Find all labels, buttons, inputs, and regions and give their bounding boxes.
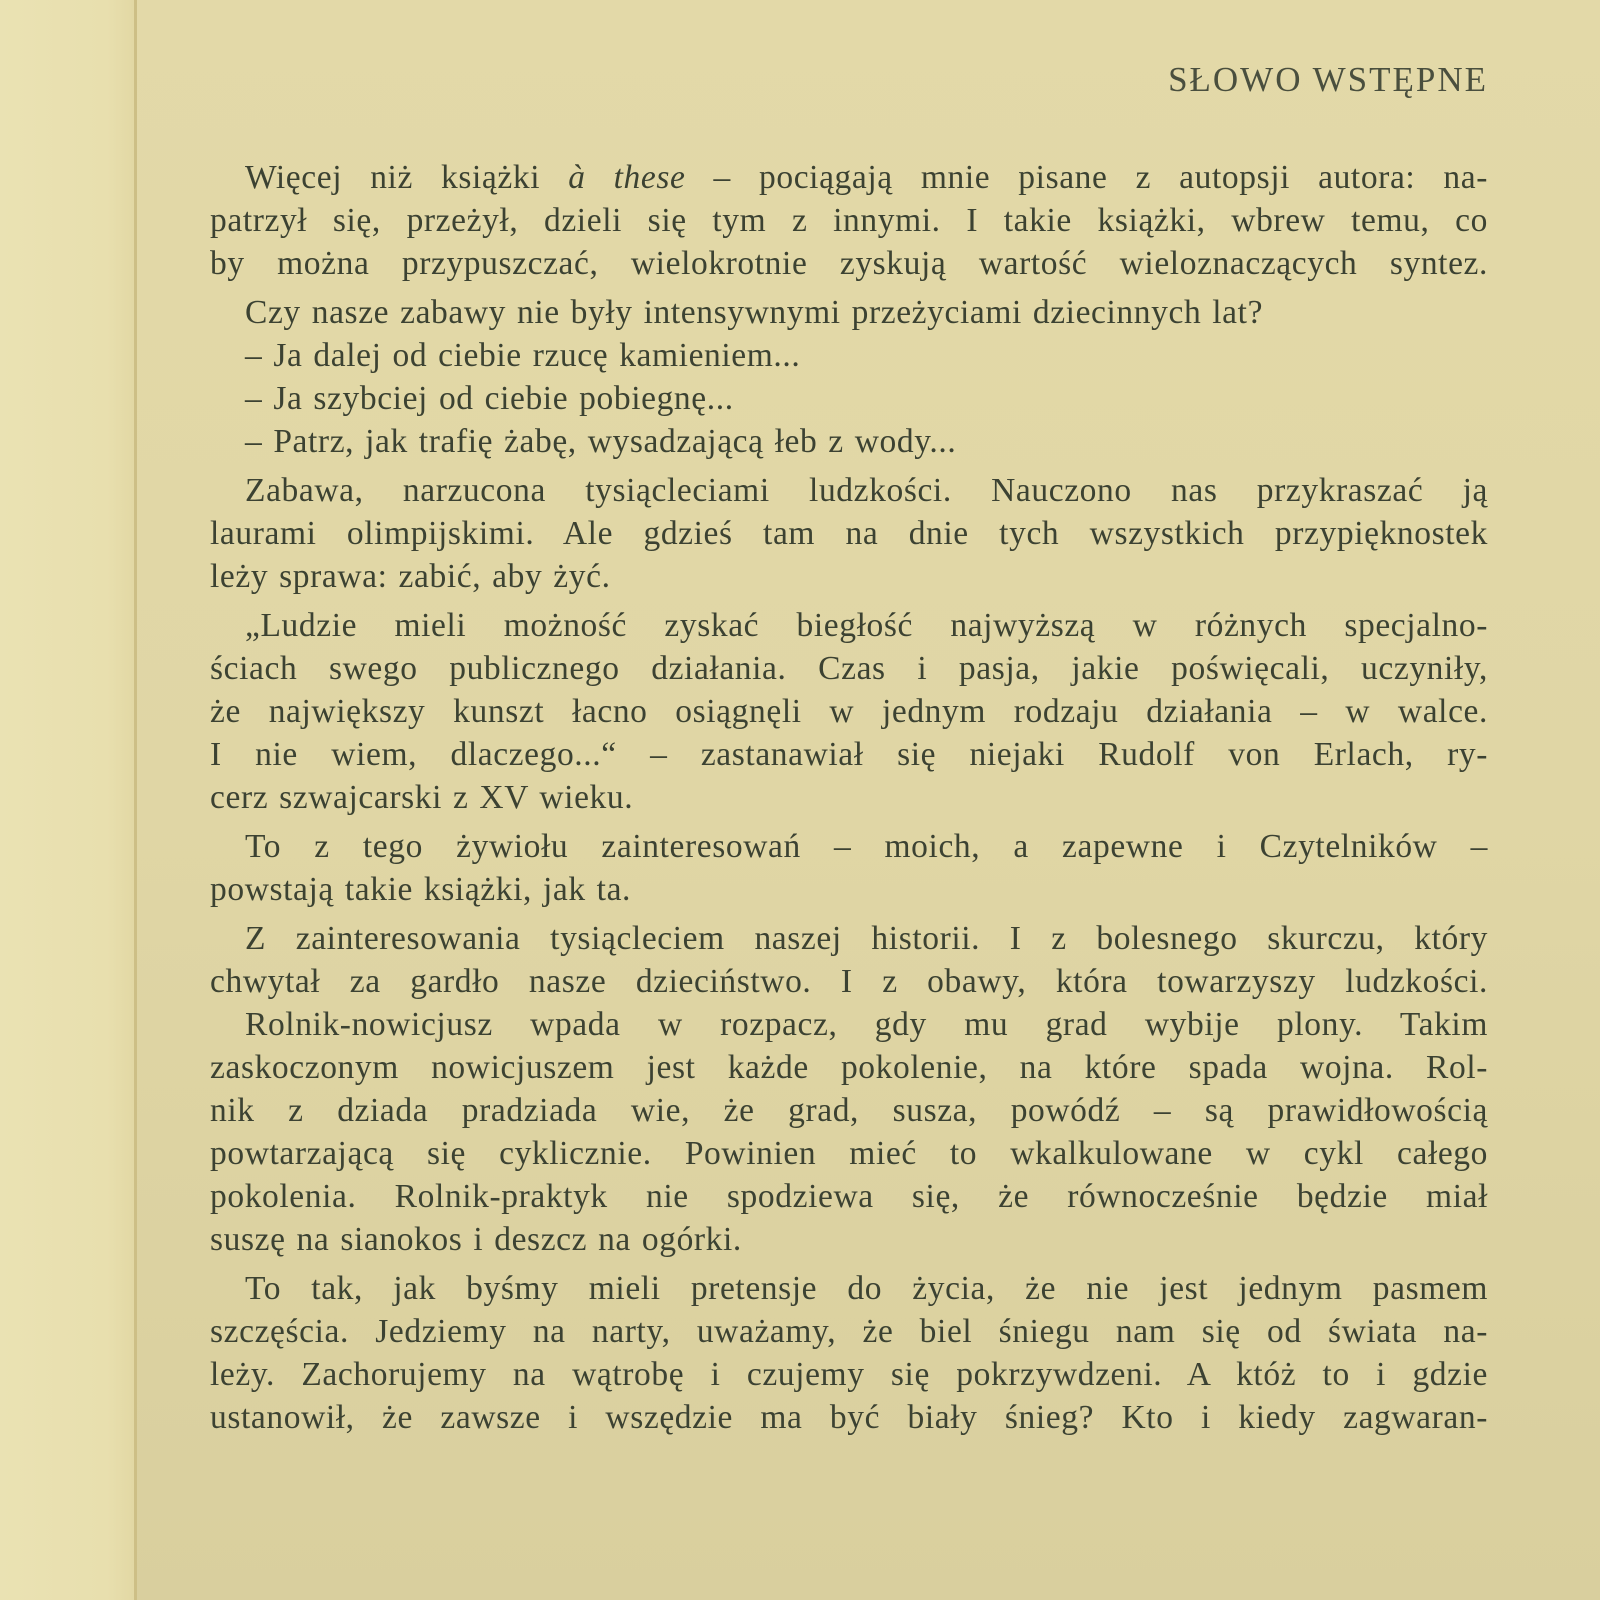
text-line: że największy kunszt łacno osiągnęli w jednym rodzaju działania – w walce.: [210, 693, 1488, 730]
paragraph: [210, 825, 1488, 911]
text-line: nik z dziada pradziada wie, że grad, susza, powódź – są prawidłowością: [210, 1092, 1488, 1129]
dialogue-line: – Patrz, jak trafię żabę, wysadzającą łeb z wody...: [245, 423, 957, 460]
text-line: Czy nasze zabawy nie były intensywnymi przeżyciami dziecinnych lat?: [245, 294, 1264, 331]
text-line: Więcej niż książki à these – pociągają mnie pisane z autopsji autora: na-: [245, 159, 1488, 196]
text-line: suszę na sianokos i deszcz na ogórki.: [210, 1221, 742, 1258]
text-line: To z tego żywiołu zainteresowań – moich, a zapewne i Czytelników –: [245, 828, 1488, 865]
text-line: cerz szwajcarski z XV wieku.: [210, 779, 634, 816]
body-text: [210, 156, 1488, 1439]
paragraph: [210, 1003, 1488, 1261]
text-line: powtarzającą się cyklicznie. Powinien mieć to wkalkulowane w cykl całego: [210, 1135, 1488, 1172]
text-line: „Ludzie mieli możność zyskać biegłość najwyższą w różnych specjalno-: [245, 607, 1488, 644]
dialogue-line: – Ja dalej od ciebie rzucę kamieniem...: [245, 337, 801, 374]
text-line: I nie wiem, dlaczego...“ – zastanawiał się niejaki Rudolf von Erlach, ry-: [210, 736, 1488, 773]
paragraph: [210, 1267, 1488, 1439]
paragraph: [210, 291, 1488, 463]
text-line: To tak, jak byśmy mieli pretensje do życia, że nie jest jednym pasmem: [245, 1270, 1488, 1307]
text-line: patrzył się, przeżył, dzieli się tym z innymi. I takie książki, wbrew temu, co: [210, 202, 1488, 239]
running-head: SŁOWO WSTĘPNE: [1168, 60, 1488, 99]
text-line: szczęścia. Jedziemy na narty, uważamy, że biel śniegu nam się od świata na-: [210, 1313, 1488, 1350]
dialogue-line: – Ja szybciej od ciebie pobiegnę...: [245, 380, 734, 417]
text-line: ściach swego publicznego działania. Czas i pasja, jakie poświęcali, uczyniły,: [210, 650, 1488, 687]
paragraph: [210, 604, 1488, 819]
text-line: Zabawa, narzucona tysiącleciami ludzkości. Nauczono nas przykraszać ją: [245, 472, 1488, 509]
text-line: chwytał za gardło nasze dzieciństwo. I z obawy, która towarzyszy ludzkości.: [210, 963, 1488, 1000]
text-line: leży. Zachorujemy na wątrobę i czujemy się pokrzywdzeni. A któż to i gdzie: [210, 1356, 1488, 1393]
text-line: pokolenia. Rolnik-praktyk nie spodziewa się, że równocześnie będzie miał: [210, 1178, 1488, 1215]
text-line: leży sprawa: zabić, aby żyć.: [210, 558, 611, 595]
text-line: Rolnik-nowicjusz wpada w rozpacz, gdy mu grad wybije plony. Takim: [245, 1006, 1488, 1043]
paragraph: [210, 156, 1488, 285]
italic-phrase: à these: [568, 159, 686, 196]
text-line: powstają takie książki, jak ta.: [210, 871, 632, 908]
text-line: by można przypuszczać, wielokrotnie zyskują wartość wieloznaczących syntez.: [210, 245, 1488, 282]
text-line: Z zainteresowania tysiącleciem naszej historii. I z bolesnego skurczu, który: [245, 920, 1488, 957]
text-line: laurami olimpijskimi. Ale gdzieś tam na dnie tych wszystkich przypięknostek: [210, 515, 1488, 552]
left-page-margin: [0, 0, 134, 1600]
paragraph: [210, 917, 1488, 1003]
paragraph: [210, 469, 1488, 598]
text-line: zaskoczonym nowicjuszem jest każde pokolenie, na które spada wojna. Rol-: [210, 1049, 1488, 1086]
text-line: ustanowił, że zawsze i wszędzie ma być biały śnieg? Kto i kiedy zagwaran-: [210, 1399, 1488, 1436]
